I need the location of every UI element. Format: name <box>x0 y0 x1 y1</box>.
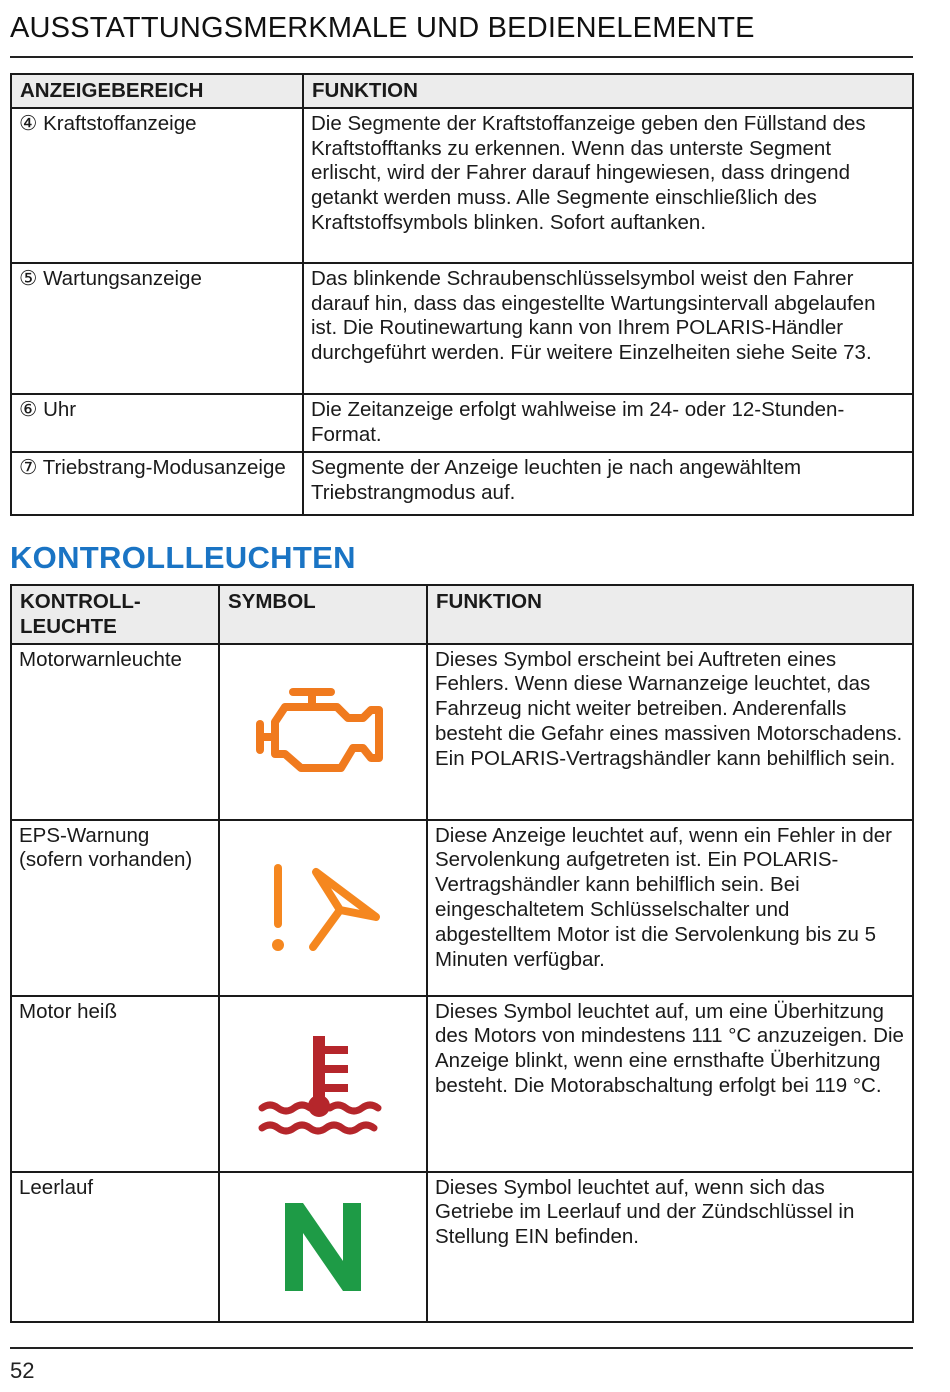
footer-divider <box>10 1347 913 1349</box>
indicator-name: Motorwarnleuchte <box>11 644 219 820</box>
section-heading: KONTROLLLEUCHTEN <box>10 540 356 575</box>
display-area-table <box>10 73 914 516</box>
table-row <box>11 452 913 515</box>
page-number: 52 <box>10 1358 35 1383</box>
indicator-name: Leerlauf <box>11 1172 219 1322</box>
table-row <box>11 394 913 453</box>
table-row <box>11 644 913 820</box>
row-function-text: Die Zeitanzeige erfolgt wahlweise im 24- oder 12-Stunden-Format. <box>303 394 913 453</box>
row-area-label: ⑥ Uhr <box>11 394 303 453</box>
neutral-n-icon <box>283 1201 363 1293</box>
column-header-indicator: KONTROLL-LEUCHTE <box>11 585 219 644</box>
row-function-text: Das blinkende Schraubenschlüsselsymbol weist den Fahrer darauf hin, dass das eingestellte Wartungsintervall abgelaufen ist. Die Routinewartung kann von Ihrem POLARIS-Händler durchgeführt werden. Für weitere Einzelheiten siehe Seite 73. <box>303 263 913 394</box>
indicator-function-text: Dieses Symbol erscheint bei Auftreten eines Fehlers. Wenn diese Warnanzeige leuchtet, das Fahrzeug nicht weiter betreiben. Anderenfalls besteht die Gefahr eines massiven Motorschadens. Ein POLARIS-Vertragshändler kann behilflich sein. <box>427 644 913 820</box>
table-header-row <box>11 74 913 108</box>
title-divider <box>10 56 913 58</box>
table-row <box>11 108 913 263</box>
engine-warning-icon <box>255 686 391 778</box>
indicator-lights-table <box>10 584 914 1323</box>
table-row <box>11 820 913 996</box>
column-header-function: FUNKTION <box>427 585 913 644</box>
indicator-name: Motor heiß <box>11 996 219 1172</box>
table-row <box>11 1172 913 1322</box>
row-function-text: Segmente der Anzeige leuchten je nach angewähltem Triebstrangmodus auf. <box>303 452 913 515</box>
indicator-function-text: Dieses Symbol leuchtet auf, wenn sich das Getriebe im Leerlauf und der Zündschlüssel in Stellung EIN befinden. <box>427 1172 913 1322</box>
row-area-label: ⑤ Wartungsanzeige <box>11 263 303 394</box>
row-function-text: Die Segmente der Kraftstoffanzeige geben den Füllstand des Kraftstofftanks zu erkennen. Wenn das unterste Segment erlischt, wird der Fahrer darauf hingewiesen, dass dringend getankt werden muss. Alle Segmente einschließlich des Kraftstoffsymbols blinken. Sofort auftanken. <box>303 108 913 263</box>
indicator-name: EPS-Warnung (sofern vorhanden) <box>11 820 219 996</box>
indicator-function-text: Diese Anzeige leuchtet auf, wenn ein Fehler in der Servolenkung aufgetreten ist. Ein POLARIS-Vertragshändler kann behilflich sein. Bei eingeschaltetem Schlüsselschalter und abgestelltem Motor ist die Servolenkung bis zu 5 Minuten verfügbar. <box>427 820 913 996</box>
symbol-cell <box>219 1172 427 1322</box>
table-header-row <box>11 585 913 644</box>
table-row <box>11 996 913 1172</box>
symbol-cell <box>219 644 427 820</box>
table-row <box>11 263 913 394</box>
eps-warning-icon <box>263 862 383 954</box>
symbol-cell <box>219 820 427 996</box>
row-area-label: ④ Kraftstoffanzeige <box>11 108 303 263</box>
symbol-cell <box>219 996 427 1172</box>
row-area-label: ⑦ Triebstrang-Modusanzeige <box>11 452 303 515</box>
column-header-area: ANZEIGEBEREICH <box>11 74 303 108</box>
engine-temperature-icon <box>258 1032 388 1136</box>
indicator-function-text: Dieses Symbol leuchtet auf, um eine Überhitzung des Motors von mindestens 111 °C anzuzeigen. Die Anzeige blinkt, wenn eine ernsthafte Überhitzung besteht. Die Motorabschaltung erfolgt bei 119 °C. <box>427 996 913 1172</box>
column-header-function: FUNKTION <box>303 74 913 108</box>
column-header-symbol: SYMBOL <box>219 585 427 644</box>
page-title: AUSSTATTUNGSMERKMALE UND BEDIENELEMENTE <box>10 12 755 44</box>
